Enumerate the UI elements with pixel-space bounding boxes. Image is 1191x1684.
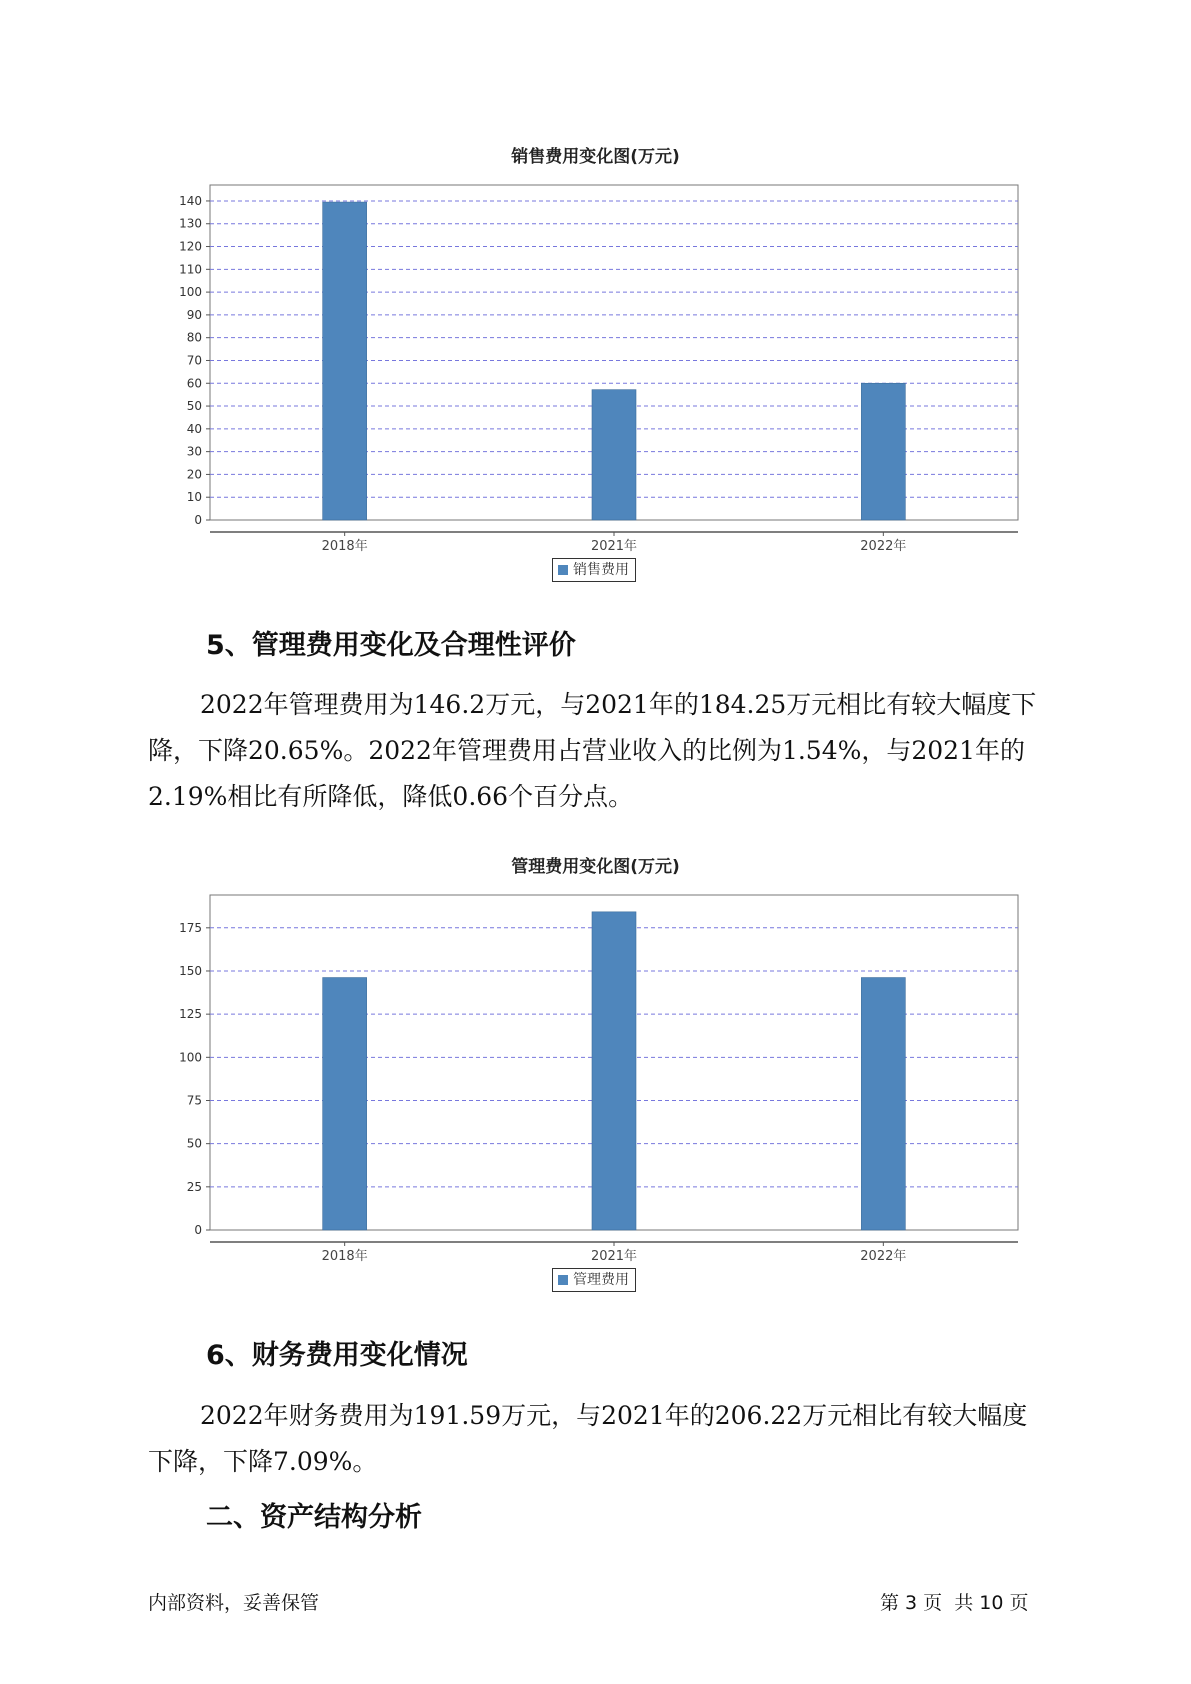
x-tick-label: 2018年	[321, 539, 368, 554]
y-tick-label: 10	[186, 490, 202, 505]
section-5-heading: 5、管理费用变化及合理性评价	[206, 630, 576, 661]
asset-structure-heading: 二、资产结构分析	[206, 1502, 422, 1533]
management-expense-bar-chart	[0, 880, 1191, 1264]
y-tick-label: 70	[186, 353, 202, 368]
y-tick-label: 50	[186, 1136, 202, 1151]
section-5-paragraph: 2022年管理费用为146.2万元，与2021年的184.25万元相比有较大幅度下降，下降20.65%。2022年管理费用占营业收入的比例为1.54%，与2021年的2.19%相比有所降低，降低0.66个百分点。	[148, 690, 1037, 811]
y-tick-label: 60	[186, 376, 202, 391]
y-tick-label: 125	[179, 1007, 202, 1022]
y-tick-label: 80	[186, 330, 202, 345]
y-tick-label: 50	[186, 399, 202, 414]
y-tick-label: 20	[186, 467, 202, 482]
y-tick-label: 75	[186, 1093, 202, 1108]
section-6-paragraph: 2022年财务费用为191.59万元，与2021年的206.22万元相比有较大幅度下降，下降7.09%。	[148, 1401, 1028, 1476]
legend-swatch-icon	[558, 565, 568, 575]
y-tick-label: 110	[179, 262, 202, 277]
bar-2022年	[861, 383, 905, 520]
chart1-title: 销售费用变化图(万元)	[511, 147, 680, 167]
chart1-legend	[552, 558, 636, 582]
y-tick-label: 0	[194, 1223, 202, 1237]
footer-page-number: 第 3 页 共 10 页	[880, 1592, 1029, 1614]
chart2-legend	[552, 1268, 636, 1292]
footer-confidential-note: 内部资料，妥善保管	[148, 1592, 320, 1614]
y-tick-label: 120	[179, 239, 202, 254]
y-tick-label: 130	[179, 216, 202, 231]
y-tick-label: 100	[179, 285, 202, 300]
y-tick-label: 40	[186, 421, 202, 436]
x-tick-label: 2021年	[590, 1249, 638, 1264]
y-tick-label: 90	[186, 307, 202, 322]
bar-2018年	[323, 202, 367, 520]
bar-2022年	[861, 978, 905, 1230]
bar-2021年	[592, 390, 636, 520]
chart1-legend-label: 销售费用	[573, 562, 629, 578]
x-tick-label: 2021年	[590, 539, 638, 554]
y-tick-label: 25	[186, 1179, 202, 1194]
y-tick-label: 0	[194, 513, 202, 527]
legend-swatch-icon	[558, 1275, 568, 1285]
y-tick-label: 150	[179, 963, 202, 978]
x-tick-label: 2018年	[321, 1249, 368, 1264]
chart2-legend-label: 管理费用	[573, 1272, 629, 1288]
y-tick-label: 175	[179, 920, 202, 935]
sales-expense-bar-chart	[0, 170, 1191, 554]
bar-2021年	[592, 912, 636, 1230]
y-tick-label: 100	[179, 1050, 202, 1065]
bar-2018年	[323, 978, 367, 1230]
y-tick-label: 140	[179, 193, 202, 208]
y-tick-label: 30	[186, 444, 202, 459]
section-6-heading: 6、财务费用变化情况	[206, 1340, 468, 1371]
x-tick-label: 2022年	[860, 539, 907, 554]
x-tick-label: 2022年	[860, 1249, 907, 1264]
chart2-title: 管理费用变化图(万元)	[511, 857, 680, 877]
